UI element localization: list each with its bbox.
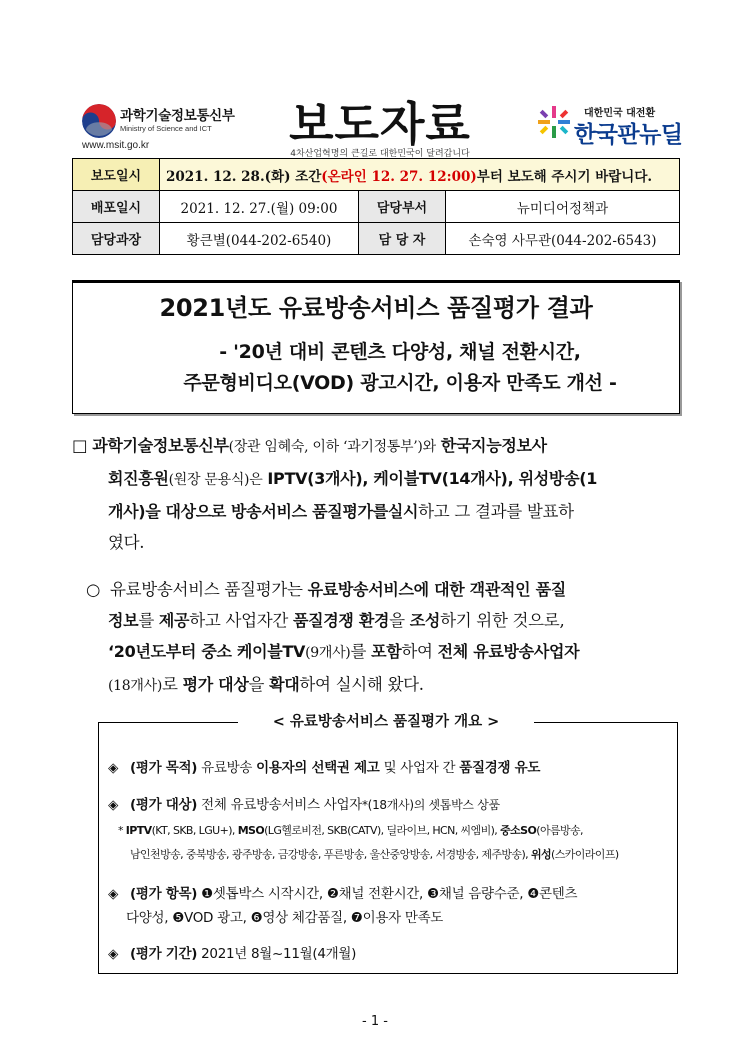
overview-items-cont: 다양성, ❺VOD 광고, ❻영상 체감품질, ❼이용자 만족도 (126, 910, 444, 926)
operators-count: IPTV(3개사), 케이블TV(14개사), 위성방송(1 (267, 469, 598, 488)
department-label: 담당부서 (359, 191, 446, 223)
text-segment: 을 (389, 611, 405, 630)
paragraph-line (72, 463, 692, 496)
target-label: (평가 대상) (130, 797, 198, 813)
text-segment: 개사)을 (108, 502, 161, 521)
text-segment: 정보 (108, 611, 139, 630)
officer-value: 손숙영 사무관(044-202-6543) (446, 223, 680, 255)
release-date-value (160, 159, 680, 191)
officer-label: 담 당 자 (359, 223, 446, 255)
text-segment: 실시 (387, 502, 419, 521)
org-nia-cont: 회진흥원 (108, 469, 169, 488)
page-number: - 1 - (362, 1014, 388, 1029)
text-segment: 하고 사업자간 (189, 611, 288, 630)
text-segment: (KT, SKB, LGU+), (151, 824, 238, 837)
ministry-name: 과학기술정보통신부 (120, 108, 235, 124)
text-segment: 위성 (530, 848, 552, 861)
msit-note: (장관 임혜숙, 이하 ‘과기정통부’)와 (228, 439, 436, 455)
text-segment: 포함 (371, 642, 402, 661)
nia-note: (원장 문용식)은 (168, 472, 263, 488)
director-value: 황큰별(044-202-6540) (160, 223, 359, 255)
newdeal-title: 한국판뉴딜 (574, 122, 683, 148)
text-segment: 및 사업자 간 (383, 760, 456, 776)
text-segment: (LG헬로비전, SKB(CATV), 딜라이브, HCN, 씨엠비), (264, 824, 501, 837)
department-value: 뉴미디어정책과 (446, 191, 680, 223)
text-segment: ❶셋톱박스 시작시간, ❷채널 전환시간, ❸채널 음량수준, ❹콘텐츠 (201, 886, 578, 902)
paragraph-line: 였다. (108, 533, 145, 552)
text-segment: 2021년 8월~11월(4개월) (201, 946, 357, 962)
text-segment: 를 (138, 611, 154, 630)
text-segment: 하고 그 결과를 발표하 (418, 502, 574, 521)
text-segment: 하여 (401, 642, 433, 661)
diamond-bullet-icon: ◈ (108, 946, 119, 962)
release-date-label: 보도일시 (73, 159, 160, 191)
text-segment: (스카이라이프) (551, 848, 619, 861)
text-segment: 남인천방송, 중북방송, 광주방송, 금강방송, 푸른방송, 울산중앙방송, 서경방송, 제주방송), (130, 848, 531, 861)
subheadline-line-1: - '20년 대비 콘텐츠 다양성, 채널 전환시간, (219, 341, 581, 363)
text-segment: 제공 (158, 611, 190, 630)
text-segment: ‘20년도부터 중소 케이블TV (108, 642, 306, 661)
diamond-bullet-icon: ◈ (108, 760, 119, 776)
paragraph-line (72, 430, 692, 463)
text-segment: * (118, 824, 126, 837)
text-segment: 을 (248, 675, 265, 694)
overview-items (108, 882, 577, 902)
online-release-time: (온라인 12. 27. 12:00) (321, 168, 477, 185)
text-segment: *(18개사)의 셋톱박스 상품 (361, 798, 500, 812)
diamond-bullet-icon: ◈ (108, 797, 119, 813)
diamond-bullet-icon: ◈ (108, 886, 119, 902)
overview-heading: < 유료방송서비스 품질평가 개요 > (238, 710, 534, 731)
table-row (73, 191, 680, 223)
distribution-date-value: 2021. 12. 27.(월) 09:00 (160, 191, 359, 223)
text-segment: 품질경쟁 환경 (292, 611, 390, 630)
text-segment: 하여 실시해 왔다. (299, 675, 424, 694)
paragraph-line (72, 496, 692, 527)
paragraph-line (86, 574, 698, 605)
text-segment: 품질경쟁 유도 (459, 760, 541, 776)
text-segment: 대상으로 (165, 502, 227, 521)
purpose-label: (평가 목적) (130, 760, 198, 776)
paragraph-line (86, 636, 698, 669)
text-segment: MSO (237, 824, 265, 837)
newdeal-tagline: 대한민국 대전환 (584, 108, 656, 119)
paragraph-line (86, 605, 698, 636)
text-segment: 전체 유료방송서비스 사업자 (201, 797, 362, 813)
paragraph-line (86, 669, 698, 702)
period-label: (평가 기간) (130, 946, 198, 962)
overview-purpose (108, 756, 540, 776)
text-segment: 하기 위한 것으로, (440, 611, 565, 630)
headline: 2021년도 유료방송서비스 품질평가 결과 (159, 294, 593, 322)
subheadline-line-2: 주문형비디오(VOD) 광고시간, 이용자 만족도 개선 - (183, 372, 617, 394)
table-row (73, 223, 680, 255)
distribution-date-label: 배포일시 (73, 191, 160, 223)
paragraph-1 (72, 430, 692, 558)
text-segment: 를 (350, 642, 367, 661)
text-segment: 로 (162, 675, 178, 694)
ministry-english-name: Ministry of Science and ICT (120, 124, 212, 133)
slogan: 4차산업혁명의 큰길로 대한민국이 달려갑니다 (290, 149, 470, 159)
release-info-table (72, 158, 680, 255)
text-segment: 확대 (269, 675, 300, 694)
text-segment: IPTV (125, 824, 152, 837)
items-label: (평가 항목) (130, 886, 198, 902)
target-footnote-line-1 (118, 822, 583, 838)
text-segment: 평가 대상 (182, 675, 249, 694)
overview-target (108, 793, 500, 813)
table-row (73, 159, 680, 191)
release-date-text: 2021. 12. 28.(화) 조간 (166, 168, 322, 185)
org-msit: 과학기술정보통신부 (92, 436, 229, 455)
text-segment: 유료방송서비스 품질평가는 (110, 580, 303, 599)
target-footnote-line-2 (130, 846, 619, 862)
overview-period (108, 942, 356, 962)
director-label: 담당과장 (73, 223, 160, 255)
ministry-url[interactable]: www.msit.go.kr (82, 140, 150, 151)
text-segment: 방송서비스 품질평가를 (231, 502, 388, 521)
text-segment: 조성 (409, 611, 441, 630)
text-segment: 유료방송 (201, 760, 253, 776)
text-segment: (18개사) (108, 678, 162, 694)
square-bullet-icon: □ (72, 436, 88, 455)
text-segment: (9개사) (305, 645, 351, 661)
ministry-emblem-icon (82, 104, 116, 138)
text-segment: 유료방송서비스에 대한 객관적인 품질 (307, 580, 566, 599)
newdeal-logo-icon (536, 104, 572, 140)
circle-bullet-icon: ○ (86, 580, 101, 599)
text-segment: 중소SO (500, 824, 537, 837)
doc-title: 보도자료 (289, 97, 471, 151)
text-segment: (아름방송, (536, 824, 583, 837)
text-segment: 전체 유료방송사업자 (437, 642, 580, 661)
text-segment: 이용자의 선택권 제고 (256, 760, 380, 776)
org-nia: 한국지능정보사 (440, 436, 547, 455)
paragraph-2 (86, 574, 698, 702)
release-request-text: 부터 보도해 주시기 바랍니다. (476, 168, 653, 185)
